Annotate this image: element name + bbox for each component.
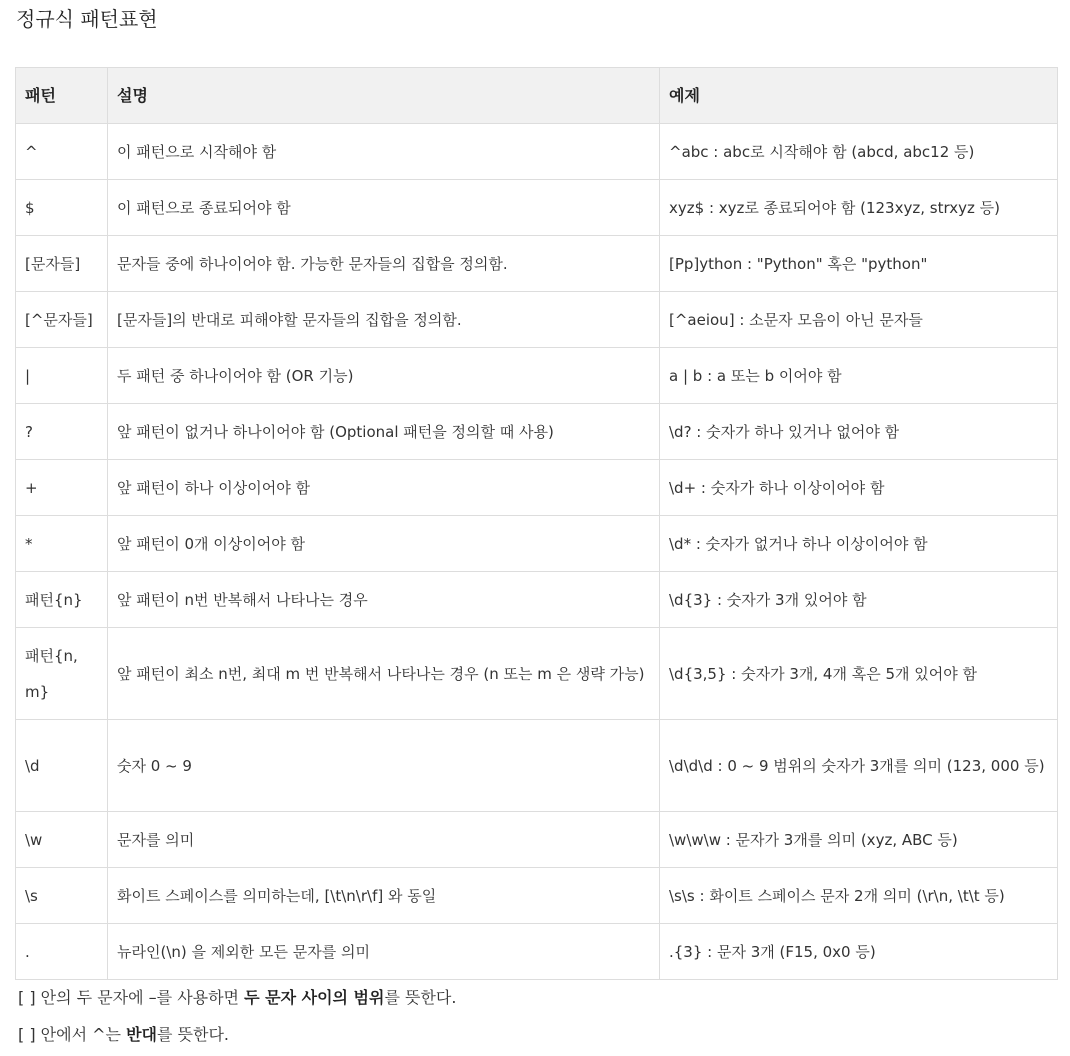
pattern-cell: [^문자들]: [16, 292, 108, 348]
table-row: [16, 236, 1058, 292]
header-example: 예제: [660, 68, 1058, 124]
table-header-row: [16, 68, 1058, 124]
header-description: 설명: [108, 68, 660, 124]
example-cell: a | b : a 또는 b 이어야 함: [660, 348, 1058, 404]
note-text: [ ] 안에서 ^는: [18, 1025, 127, 1044]
pattern-cell: ^: [16, 124, 108, 180]
description-cell: 앞 패턴이 하나 이상이어야 함: [108, 460, 660, 516]
example-cell: \d{3} : 숫자가 3개 있어야 함: [660, 572, 1058, 628]
description-cell: 화이트 스페이스를 의미하는데, [\t\n\r\f] 와 동일: [108, 868, 660, 924]
example-cell: .{3} : 문자 3개 (F15, 0x0 등): [660, 924, 1058, 980]
description-cell: 앞 패턴이 0개 이상이어야 함: [108, 516, 660, 572]
description-cell: 앞 패턴이 최소 n번, 최대 m 번 반복해서 나타나는 경우 (n 또는 m 은 생략 가능): [108, 628, 660, 720]
table-row: [16, 812, 1058, 868]
example-cell: xyz$ : xyz로 종료되어야 함 (123xyz, strxyz 등): [660, 180, 1058, 236]
table-row: [16, 292, 1058, 348]
description-cell: 문자를 의미: [108, 812, 660, 868]
pattern-cell: +: [16, 460, 108, 516]
description-cell: 이 패턴으로 시작해야 함: [108, 124, 660, 180]
note-emphasis: 두 문자 사이의 범위: [244, 988, 385, 1007]
example-cell: \s\s : 화이트 스페이스 문자 2개 의미 (\r\n, \t\t 등): [660, 868, 1058, 924]
example-cell: \w\w\w : 문자가 3개를 의미 (xyz, ABC 등): [660, 812, 1058, 868]
pattern-cell: ?: [16, 404, 108, 460]
example-cell: \d{3,5} : 숫자가 3개, 4개 혹은 5개 있어야 함: [660, 628, 1058, 720]
description-cell: 앞 패턴이 n번 반복해서 나타나는 경우: [108, 572, 660, 628]
pattern-cell: \d: [16, 720, 108, 812]
table-row: [16, 720, 1058, 812]
example-cell: \d? : 숫자가 하나 있거나 없어야 함: [660, 404, 1058, 460]
table-row: [16, 460, 1058, 516]
description-cell: 이 패턴으로 종료되어야 함: [108, 180, 660, 236]
description-cell: 숫자 0 ~ 9: [108, 720, 660, 812]
table-row: [16, 516, 1058, 572]
pattern-cell: *: [16, 516, 108, 572]
table-row: [16, 868, 1058, 924]
pattern-cell: $: [16, 180, 108, 236]
description-cell: 두 패턴 중 하나이어야 함 (OR 기능): [108, 348, 660, 404]
pattern-cell: [문자들]: [16, 236, 108, 292]
table-row: [16, 124, 1058, 180]
pattern-cell: .: [16, 924, 108, 980]
example-cell: [Pp]ython : "Python" 혹은 "python": [660, 236, 1058, 292]
note-emphasis: 반대: [126, 1025, 157, 1044]
note-text: 를 뜻한다.: [156, 1025, 229, 1044]
table-row: [16, 924, 1058, 980]
page-title: 정규식 패턴표현: [16, 7, 158, 31]
pattern-cell: \s: [16, 868, 108, 924]
example-cell: ^abc : abc로 시작해야 함 (abcd, abc12 등): [660, 124, 1058, 180]
description-cell: 문자들 중에 하나이어야 함. 가능한 문자들의 집합을 정의함.: [108, 236, 660, 292]
table-row: [16, 404, 1058, 460]
table-row: [16, 572, 1058, 628]
description-cell: 뉴라인(\n) 을 제외한 모든 문자를 의미: [108, 924, 660, 980]
description-cell: [문자들]의 반대로 피해야할 문자들의 집합을 정의함.: [108, 292, 660, 348]
example-cell: \d* : 숫자가 없거나 하나 이상이어야 함: [660, 516, 1058, 572]
regex-pattern-table: [15, 67, 1058, 980]
note-text: [ ] 안의 두 문자에 –를 사용하면: [18, 988, 245, 1007]
example-cell: \d+ : 숫자가 하나 이상이어야 함: [660, 460, 1058, 516]
example-cell: \d\d\d : 0 ~ 9 범위의 숫자가 3개를 의미 (123, 000 등): [660, 720, 1058, 812]
description-cell: 앞 패턴이 없거나 하나이어야 함 (Optional 패턴을 정의할 때 사용): [108, 404, 660, 460]
header-pattern: 패턴: [16, 68, 108, 124]
table-row: [16, 348, 1058, 404]
pattern-cell: 패턴{n}: [16, 572, 108, 628]
table-row: [16, 180, 1058, 236]
pattern-cell: 패턴{n, m}: [16, 628, 108, 720]
pattern-cell: |: [16, 348, 108, 404]
example-cell: [^aeiou] : 소문자 모음이 아닌 문자들: [660, 292, 1058, 348]
negation-note: [18, 1023, 229, 1047]
table-row: [16, 628, 1058, 720]
range-note: [18, 986, 456, 1010]
note-text: 를 뜻한다.: [384, 988, 457, 1007]
pattern-cell: \w: [16, 812, 108, 868]
